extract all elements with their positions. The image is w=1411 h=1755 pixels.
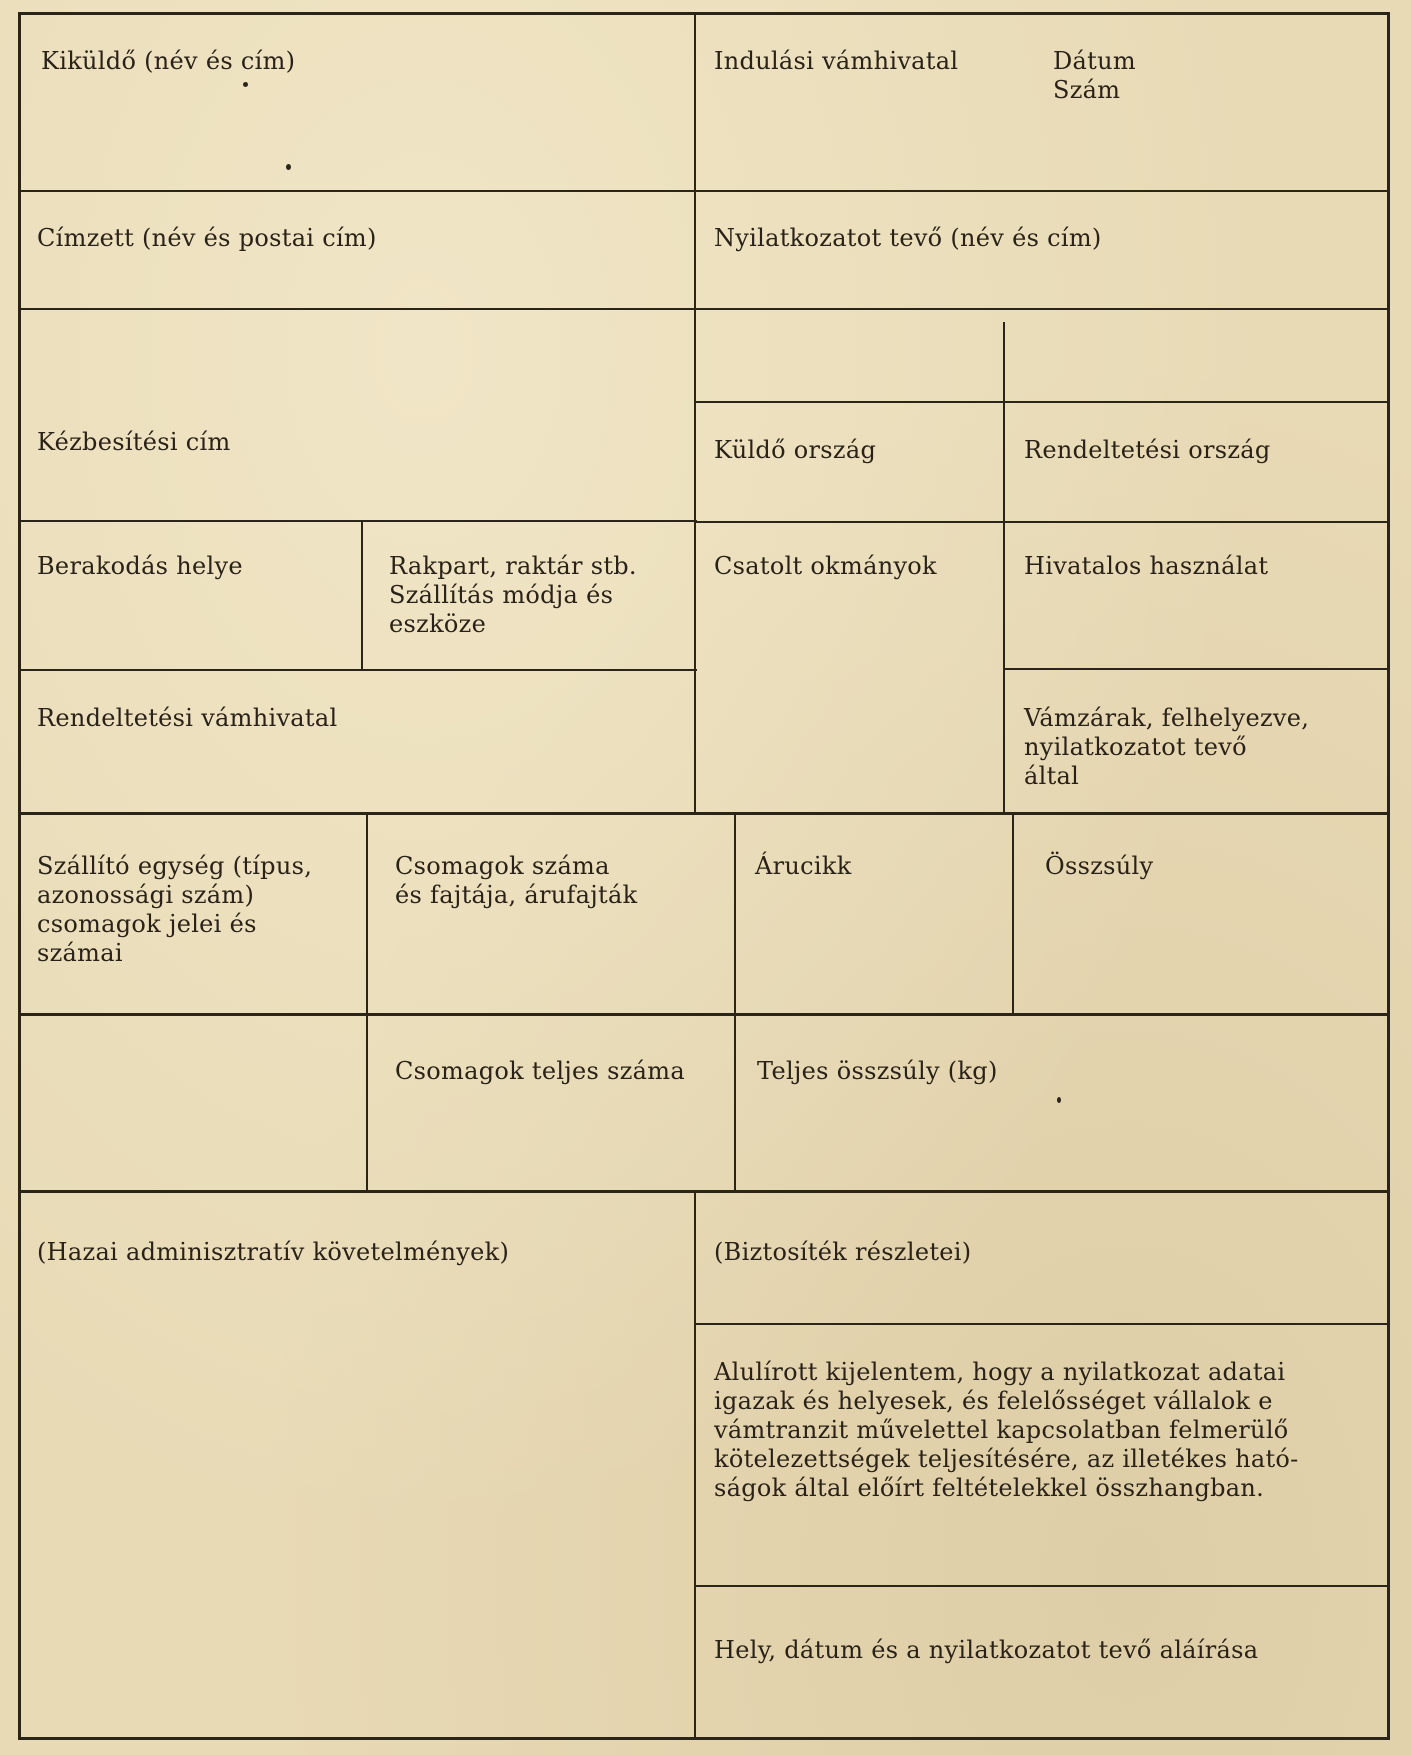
field-kezbesitesi-cim: Kézbesítési cím [37,428,231,456]
field-berakodas-helye: Berakodás helye [37,552,243,580]
field-vamzarak [1024,704,1309,791]
rule-center-bottom [694,1190,696,1737]
rule-row1-bottom [21,190,1387,192]
szallito-line-1: Szállító egység (típus, [37,852,313,880]
rule-right-hivatalos-bottom [1003,668,1387,670]
rule-mid [21,812,1387,815]
vamzarak-line-2: nyilatkozatot tevő [1024,733,1247,761]
szallito-line-3: csomagok jelei és [37,910,257,938]
rule-items-col3 [1012,812,1014,1013]
field-kuldo-orszag: Küldő ország [714,436,877,464]
rule-items-col2 [734,812,736,1190]
rule-left-berakodas-bottom [21,669,697,671]
declaration-text [714,1358,1368,1503]
field-kikuldo: Kiküldő (név és cím) [41,47,296,75]
vamzarak-line-3: által [1024,762,1080,790]
rule-bottom [21,1737,1387,1740]
ink-speck [286,164,291,170]
declaration-line-3: vámtranzit művelettel kapcsolatban felmerülő [714,1416,1289,1444]
field-csomagok-teljes-szama: Csomagok teljes száma [395,1057,685,1085]
field-szam: Szám [1053,76,1121,104]
rule-top [21,12,1387,15]
declaration-line-5: ságok által előírt feltételekkel összhangban. [714,1474,1265,1502]
transit-declaration-form [18,12,1390,1740]
field-rakpart [389,552,637,639]
field-nyilatkozatot-tevo: Nyilatkozatot tevő (név és cím) [714,224,1102,252]
rule-center-top [694,12,696,812]
field-cimzett: Címzett (név és postai cím) [37,224,377,252]
declaration-line-4: kötelezettségek teljesítésére, az illetékes ható- [714,1445,1299,1473]
rakpart-line-2: Szállítás módja és [389,581,614,609]
field-rendeltetesi-vamhivatal: Rendeltetési vámhivatal [37,704,338,732]
csomagok-line-2: és fajtája, árufajták [395,881,638,909]
ink-speck [1057,1097,1061,1103]
field-indulasi-vamhivatal: Indulási vámhivatal [714,47,959,75]
rule-left-kezbesites-bottom [21,520,697,522]
rule-totals-bottom [21,1190,1387,1193]
field-rendeltetesi-orszag: Rendeltetési ország [1024,436,1271,464]
rule-berakodas-split [361,520,363,669]
rule-items-bottom [21,1013,1387,1016]
szallito-line-4: számai [37,939,123,967]
vamzarak-line-1: Vámzárak, felhelyezve, [1024,704,1310,732]
field-osszsuly: Összsúly [1045,852,1154,880]
field-csatolt-okmanyok: Csatolt okmányok [714,552,937,580]
rule-declaration-bottom [694,1585,1387,1587]
ink-speck [243,82,248,87]
rule-items-col1 [366,812,368,1190]
declaration-line-2: igazak és helyesek, és felelősséget vállalok e [714,1387,1273,1415]
field-datum: Dátum [1053,47,1136,75]
field-hivatalos-hasznalat: Hivatalos használat [1024,552,1269,580]
rule-right-country-bottom [694,521,1387,523]
csomagok-line-1: Csomagok száma [395,852,610,880]
field-arucikk: Árucikk [755,852,852,880]
rakpart-line-3: eszköze [389,610,487,638]
field-biztositek: (Biztosíték részletei) [714,1238,972,1266]
field-hazai-adminisztrativ: (Hazai adminisztratív követelmények) [37,1238,510,1266]
rule-row2-bottom [21,308,1387,310]
field-hely-datum-alairas: Hely, dátum és a nyilatkozatot tevő aláírása [714,1636,1259,1664]
rule-right-country-top [694,401,1387,403]
rule-right-inner [1003,322,1005,812]
field-csomagok-szama [395,852,637,910]
declaration-line-1: Alulírott kijelentem, hogy a nyilatkozat adatai [714,1358,1286,1386]
szallito-line-2: azonossági szám) [37,881,255,909]
field-szallito-egyseg [37,852,312,968]
rule-biztositek-bottom [694,1323,1387,1325]
rakpart-line-1: Rakpart, raktár stb. [389,552,637,580]
field-teljes-osszsuly: Teljes összsúly (kg) [757,1057,998,1085]
